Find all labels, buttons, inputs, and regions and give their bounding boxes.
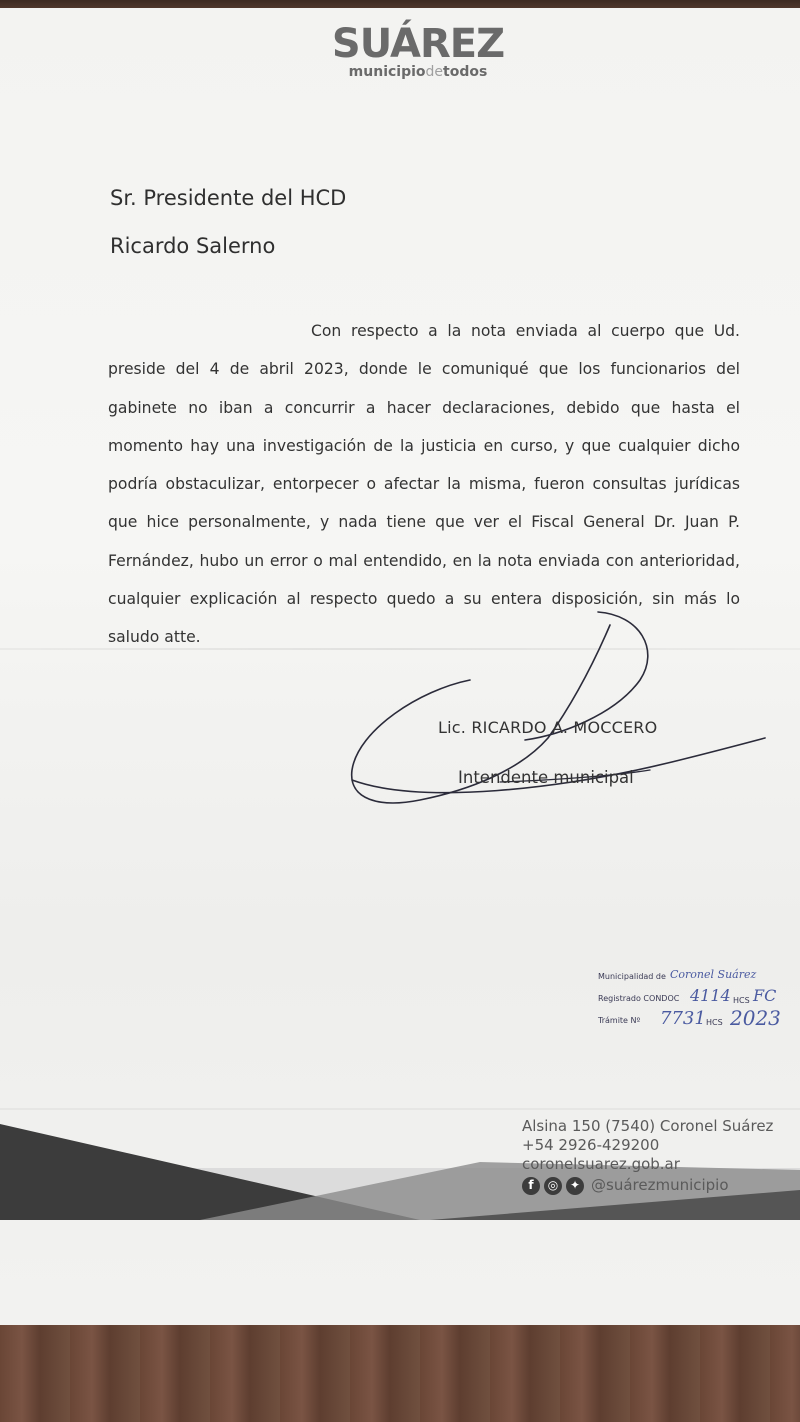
tagline-part: todos (443, 64, 488, 80)
registration-stamp (598, 968, 788, 1038)
letter-body: Con respecto a la nota enviada al cuerpo que Ud. preside del 4 de abril 2023, donde le comuniqué que los funcionarios del gabinete no iban a concurrir a hacer declaraciones, debido que hasta el momento hay una investigación de la justicia en curso, y que cualquier dicho podría obstaculizar, entorpecer o afectar la misma, fueron consultas jurídicas que hice personalmente, y nada tiene que ver el Fiscal General Dr. Juan P. Fernández, hubo un error o mal entendido, en la nota enviada con anterioridad, cualquier explicación al respecto quedo a su entera disposición, sin más lo saludo atte. (108, 322, 740, 647)
stamp-line (598, 1006, 788, 1038)
twitter-icon[interactable]: ✦ (566, 1177, 584, 1195)
footer-contact (522, 1117, 773, 1195)
tagline-part: municipio (348, 64, 426, 80)
stamp-label: Municipalidad de (598, 972, 666, 981)
footer-website[interactable]: coronelsuarez.gob.ar (522, 1155, 680, 1173)
stamp-handwriting: Coronel Suárez (670, 968, 757, 981)
stamp-label: Trámite Nº (598, 1016, 641, 1025)
stamp-label: HCS (733, 996, 750, 1005)
stamp-label: Registrado CONDOC (598, 994, 680, 1003)
signatory-role: Intendente municipal (458, 768, 634, 787)
stamp-handwriting: 2023 (730, 1006, 781, 1030)
instagram-icon[interactable]: ◎ (544, 1177, 562, 1195)
tagline-part: de (425, 64, 444, 80)
signatory-name: Lic. RICARDO A. MOCCERO (438, 718, 658, 737)
logo-title: SUÁREZ (331, 21, 505, 67)
social-handle[interactable]: @suárezmunicipio (591, 1176, 729, 1194)
recipient-name: Ricardo Salerno (110, 234, 276, 258)
stamp-label: HCS (706, 1018, 723, 1027)
facebook-icon[interactable]: f (522, 1177, 540, 1195)
stamp-handwriting: FC (753, 986, 777, 1005)
footer-social (522, 1176, 773, 1195)
recipient-title: Sr. Presidente del HCD (110, 186, 347, 210)
stamp-handwriting: 7731 (660, 1008, 706, 1029)
stamp-handwriting: 4114 (690, 986, 731, 1005)
footer-phone: +54 2926-429200 (522, 1136, 660, 1154)
footer-address: Alsina 150 (7540) Coronel Suárez (522, 1117, 774, 1135)
